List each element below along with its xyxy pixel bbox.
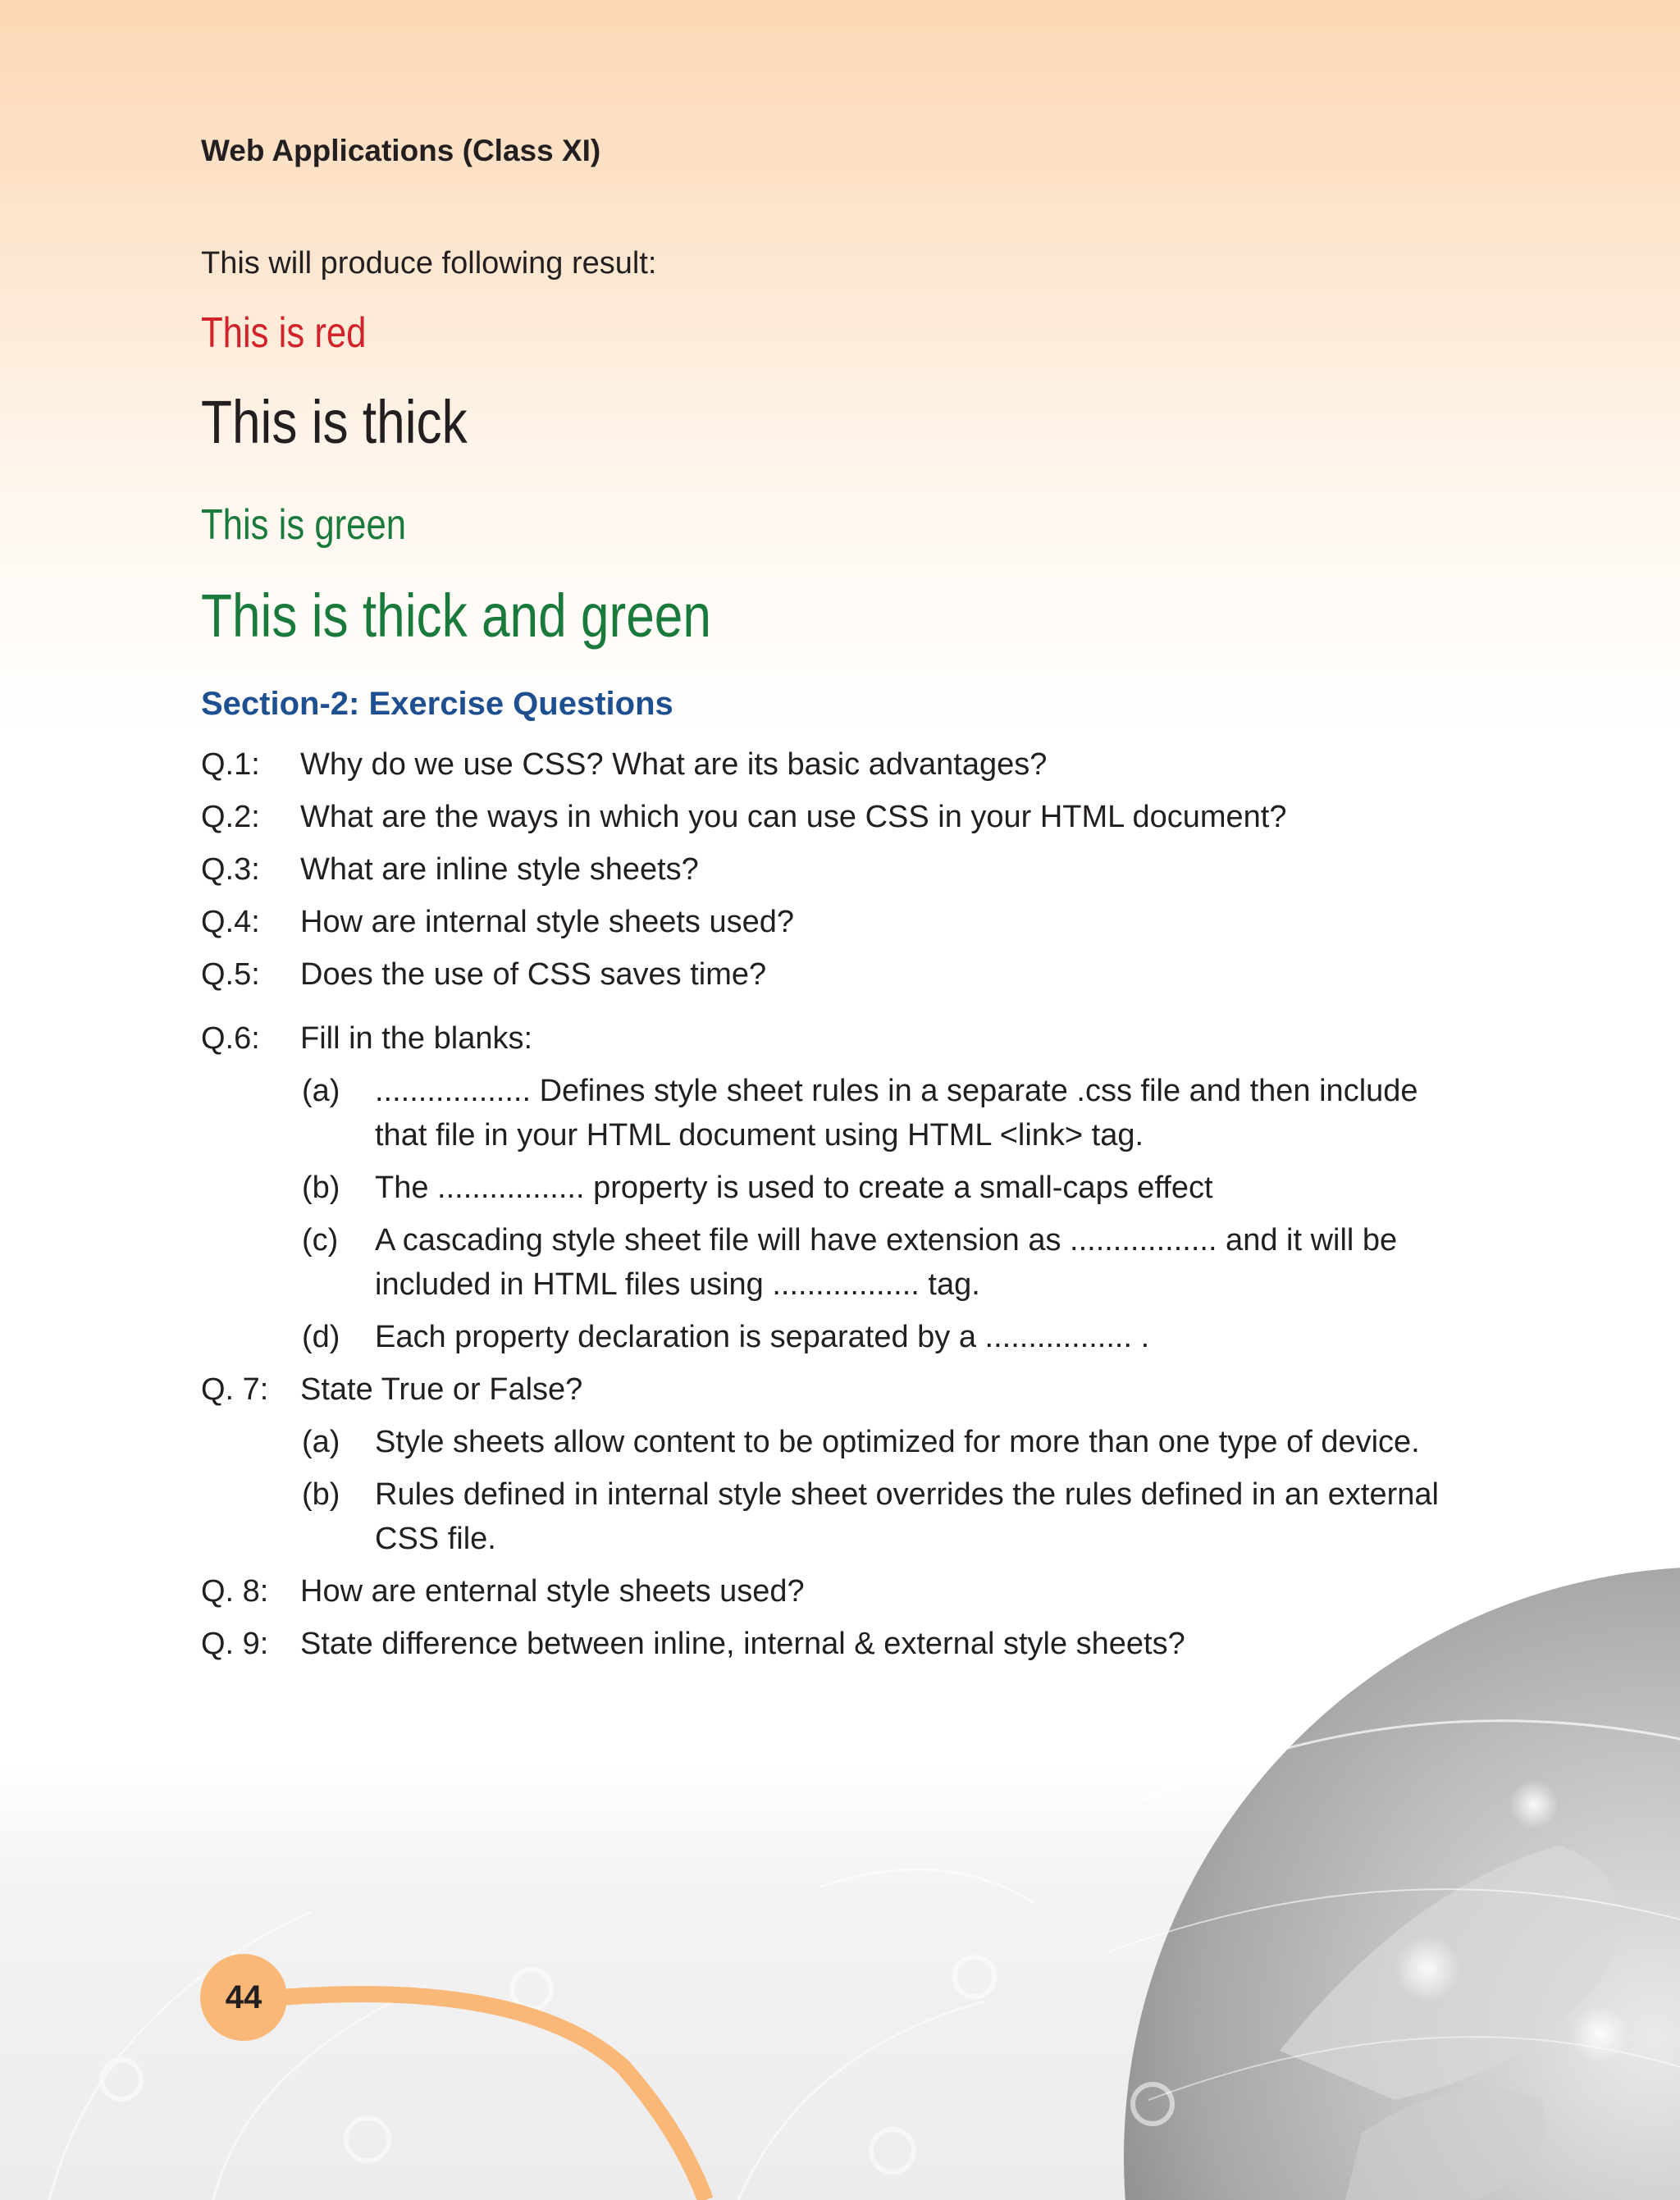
demo-thick-green-text: This is thick and green [201, 582, 711, 650]
orange-arc [271, 1994, 705, 2200]
sub-item-text: Style sheets allow content to be optimized for more than one type of device. [375, 1425, 1420, 1459]
question-text: How are internal style sheets used? [300, 905, 794, 939]
question-number: Q. 7: [201, 1372, 269, 1407]
question-number: Q.4: [201, 905, 260, 939]
question-text: Why do we use CSS? What are its basic advantages? [300, 747, 1048, 782]
question-text: What are the ways in which you can use CSS in your HTML document? [300, 800, 1287, 834]
sub-item-label: (b) [302, 1171, 340, 1205]
sub-item-label: (b) [302, 1477, 340, 1512]
globe-graphic [1107, 1567, 1680, 2200]
question-number: Q. 9: [201, 1627, 269, 1661]
question-text: State difference between inline, internal & external style sheets? [300, 1627, 1185, 1661]
sub-item-text: that file in your HTML document using HTML <link> tag. [375, 1118, 1144, 1152]
question-text: How are enternal style sheets used? [300, 1574, 805, 1609]
sub-item-text: CSS file. [375, 1522, 496, 1556]
demo-red-text: This is red [201, 309, 367, 357]
sub-item-label: (a) [302, 1425, 340, 1459]
sub-item-label: (d) [302, 1320, 340, 1354]
section-title: Section-2: Exercise Questions [201, 686, 673, 722]
sub-item-label: (c) [302, 1223, 339, 1257]
sub-item-text: included in HTML files using ................. tag. [375, 1267, 980, 1302]
circuit-rings [49, 1869, 1172, 2200]
question-number: Q.5: [201, 957, 260, 992]
sub-item-text: Each property declaration is separated by a ................. . [375, 1320, 1150, 1354]
intro-text: This will produce following result: [201, 246, 657, 281]
sub-item-text: A cascading style sheet file will have extension as ................. and it will be [375, 1223, 1398, 1257]
question-number: Q.3: [201, 852, 260, 887]
sub-item-text: Rules defined in internal style sheet overrides the rules defined in an external [375, 1477, 1439, 1512]
question-number: Q.2: [201, 800, 260, 834]
question-text: What are inline style sheets? [300, 852, 699, 887]
demo-thick-text: This is thick [201, 388, 468, 456]
question-number: Q. 8: [201, 1574, 269, 1609]
running-header: Web Applications (Class XI) [201, 134, 601, 167]
question-text: Fill in the blanks: [300, 1021, 533, 1056]
demo-green-text: This is green [201, 501, 407, 549]
sub-item-label: (a) [302, 1074, 340, 1108]
question-text: State True or False? [300, 1372, 583, 1407]
page-number-badge [200, 1954, 287, 2041]
sub-item-text: The ................. property is used to create a small-caps effect [375, 1171, 1213, 1205]
question-text: Does the use of CSS saves time? [300, 957, 767, 992]
question-number: Q.6: [201, 1021, 260, 1056]
sub-item-text: .................. Defines style sheet rules in a separate .css file and then include [375, 1074, 1418, 1108]
page-number: 44 [225, 1979, 262, 2015]
question-number: Q.1: [201, 747, 260, 782]
